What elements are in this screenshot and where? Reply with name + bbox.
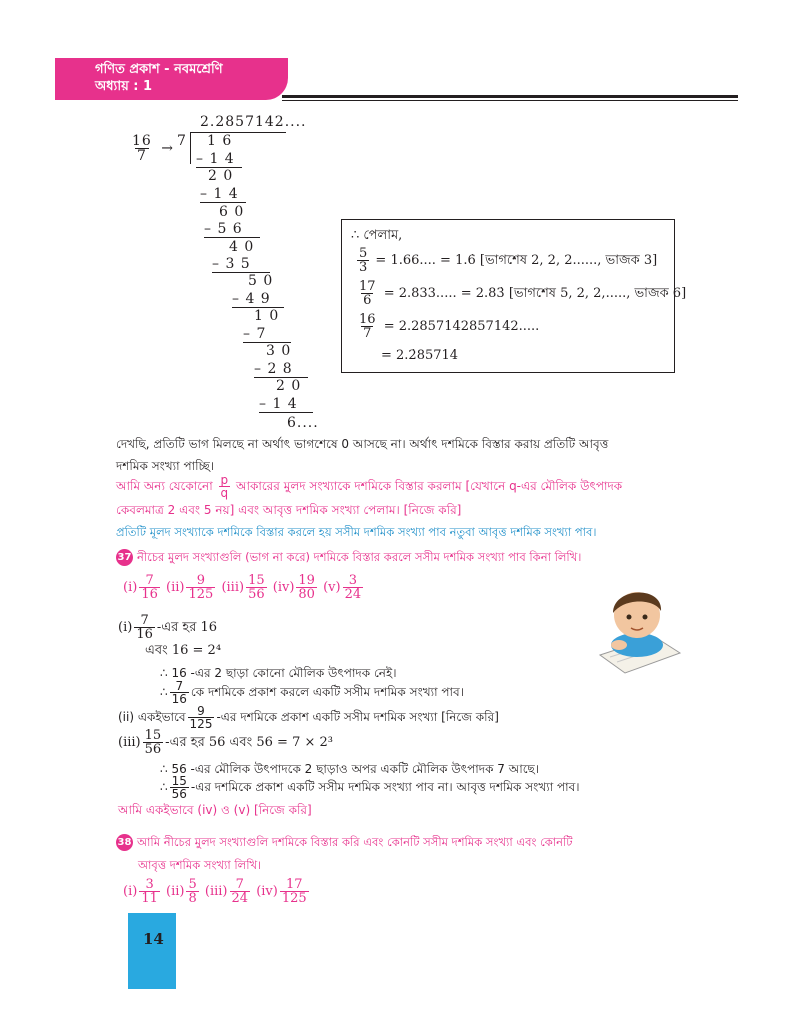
solution-line: (iii) $\frac{15}{56}$ -এর হর 56 এবং 56 = 7 × 2³ <box>118 728 333 757</box>
division-step: – 2 8 <box>254 361 308 378</box>
solution-line: (i) $\frac{7}{16}$ -এর হর 16 <box>118 613 218 642</box>
division-step: 3 0 <box>266 343 292 359</box>
student-illustration <box>585 575 685 675</box>
solution-line: আমি একইভাবে (iv) ও (v) [নিজে করি] <box>118 803 312 817</box>
division-step: 1 6 <box>207 133 233 149</box>
division-step: 1 0 <box>254 308 280 324</box>
book-title: গণিত প্রকাশ - নবমশ্রেণি <box>95 62 223 77</box>
solution-line: ∴ 16 -এর 2 ছাড়া কোনো মৌলিক উৎপাদক নেই। <box>160 666 397 680</box>
question-38-line2: আবৃত্ত দশমিক সংখ্যা লিখি। <box>138 858 262 872</box>
division-step: 5 0 <box>248 273 274 289</box>
division-step: 2 0 <box>208 168 234 184</box>
header-rule-thick <box>282 95 738 98</box>
question-37: 37 নীচের মুলদ সংখ্যাগুলি (ভাগ না করে) দশমিকে বিস্তার করলে সসীম দশমিক সংখ্যা পাব কিনা লিখি। <box>117 550 582 564</box>
question-number-badge: 37 <box>116 549 133 566</box>
paragraph-1b: দশমিক সংখ্যা পাচ্ছি। <box>116 459 215 473</box>
division-step: 6.... <box>287 415 319 431</box>
division-step: – 1 4 <box>196 151 242 168</box>
division-step: – 1 4 <box>200 186 246 203</box>
division-step: – 3 5 <box>212 256 270 273</box>
page-number-tab <box>128 913 176 989</box>
solution-line: (ii) একইভাবে $\frac{9}{125}$ -এর দশমিকে প্রকাশ একটি সসীম দশমিক সংখ্যা [নিজে করি] <box>118 704 499 731</box>
question-number-badge: 38 <box>116 834 133 851</box>
division-quotient: 2.2857142.... <box>200 114 307 130</box>
chapter-header-text <box>95 61 223 95</box>
arrow-icon: → <box>161 140 175 157</box>
division-step: – 7 <box>243 326 291 343</box>
division-step: 6 0 <box>219 204 245 220</box>
chapter-label: অধ্যায় : 1 <box>95 79 153 94</box>
box-therefore: ∴ পেলাম, <box>351 228 403 243</box>
solution-line: ∴ $\frac{15}{56}$ -এর দশমিকে প্রকাশ একটি সসীম দশমিক সংখ্যা পাব না। আবৃত্ত দশমিক সংখ্যা পাব। <box>160 774 580 801</box>
box-row: $\frac{16}{7}$ = 2.2857142857142..... <box>359 312 540 341</box>
division-step: – 5 6 <box>204 221 260 238</box>
division-fraction: $\frac{16}{7}$ → <box>132 133 175 164</box>
paragraph-2c: কেবলমাত্র 2 এবং 5 নয়] এবং আবৃত্ত দশমিক সংখ্যা পেলাম। [নিজে করি] <box>116 503 462 517</box>
question-38: 38 আমি নীচের মুলদ সংখ্যাগুলি দশমিকে বিস্তার করি এবং কোনটি সসীম দশমিক সংখ্যা এবং কোনটি <box>117 835 573 849</box>
solution-line: ∴ $\frac{7}{16}$ কে দশমিকে প্রকাশ করলে একটি সসীম দশমিক সংখ্যা পাব। <box>160 679 464 706</box>
header-rule-thin <box>282 100 738 101</box>
question-38-options: (i) $\frac{3}{11}$ (ii) $\frac{5}{8}$ (iii) $\frac{7}{24}$ (iv) $\frac{17}{125}$ <box>123 877 307 906</box>
division-bar <box>190 132 286 133</box>
solution-line: ∴ 56 -এর মৌলিক উৎপাদকে 2 ছাড়াও অপর একটি মৌলিক উৎপাদক 7 আছে। <box>160 762 540 776</box>
box-row: = 2.2̇85714̇ <box>381 348 459 363</box>
division-step: – 4 9 <box>232 291 284 308</box>
paragraph-1: দেখছি, প্রতিটি ভাগ মিলছে না অর্থাৎ ভাগশেষে 0 আসছে না। অর্থাৎ দশমিকে বিস্তার করায় প্রতিটি আবৃত্ত <box>116 437 609 451</box>
box-row: $\frac{5}{3}$ = 1.66.... = 1.6̇ [ভাগশেষ 2, 2, 2......, ভাজক 3] <box>359 246 658 275</box>
solution-line: এবং 16 = 2⁴ <box>145 643 222 658</box>
division-bracket <box>190 132 191 164</box>
division-step: 2 0 <box>276 378 302 394</box>
paragraph-3: প্রতিটি মূলদ সংখ্যাকে দশমিকে বিস্তার করলে হয় সসীম দশমিক সংখ্যা পাব নতুবা আবৃত্ত দশমিক সংখ্যা পাব। <box>116 525 597 539</box>
division-step: – 1 4 <box>259 396 313 413</box>
question-37-options: (i) $\frac{7}{16}$ (ii) $\frac{9}{125}$ (iii) $\frac{15}{56}$ (iv) $\frac{19}{80}$ (v) $\frac{3}{24}$ <box>123 573 362 602</box>
box-row: $\frac{17}{6}$ = 2.833..... = 2.83̇ [ভাগশেষ 5, 2, 2,....., ভাজক 6] <box>359 279 687 308</box>
division-divisor: 7 <box>177 133 187 149</box>
page-number: 14 <box>143 930 164 948</box>
division-step: 4 0 <box>229 239 255 255</box>
paragraph-2: আমি অন্য যেকোনো $\frac{p}{q}$ আকারের মুলদ সংখ্যাকে দশমিকে বিস্তার করলাম [যেখানে q-এর মৌলিক উৎপাদক <box>116 473 623 500</box>
